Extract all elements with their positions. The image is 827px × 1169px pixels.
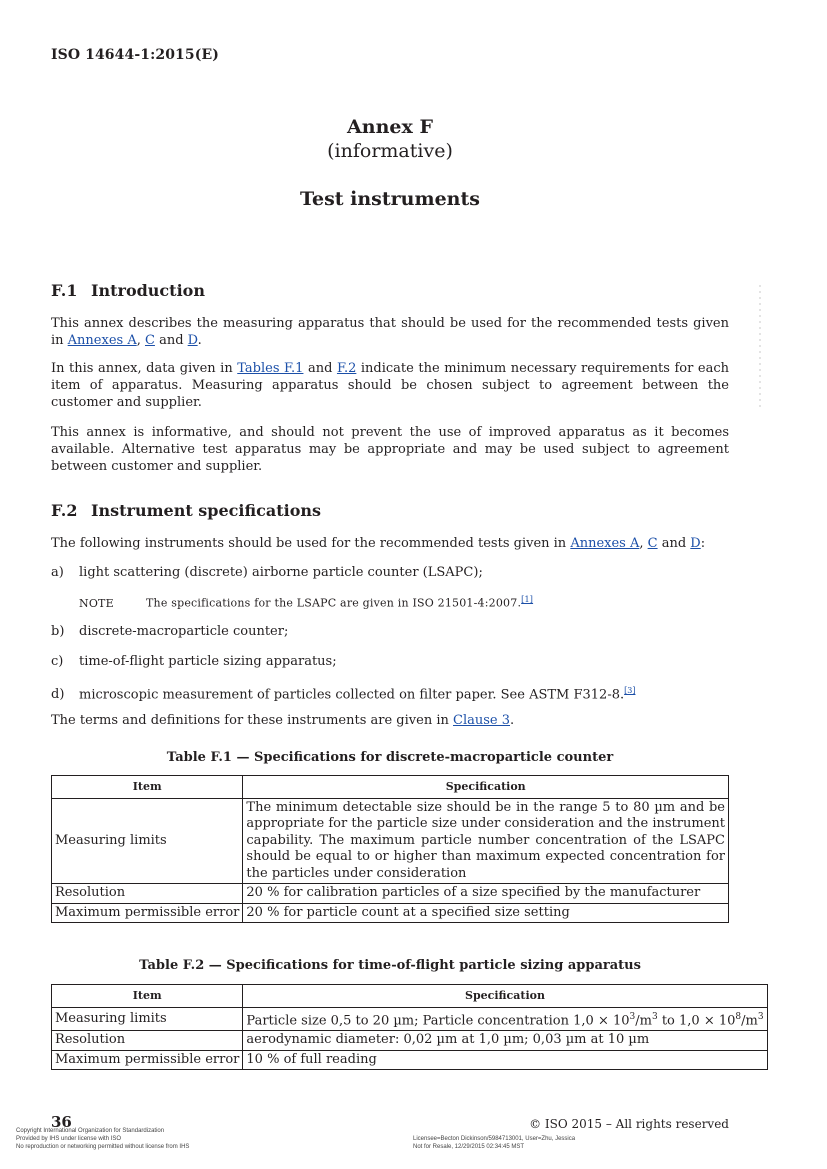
table-f1 xyxy=(51,775,729,923)
link-annex-d[interactable]: D xyxy=(690,536,701,551)
link-annex-d[interactable]: D xyxy=(187,333,198,348)
license-notice-left: Copyright International Organization for Standardization Provided by IHS under license with ISO No reproduction or networking permitted without license from IHS xyxy=(16,1128,190,1150)
specification-cell: 20 % for calibration particles of a size specified by the manufacturer xyxy=(243,884,729,904)
specification-cell: aerodynamic diameter: 0,02 µm at 1,0 µm; 0,03 µm at 10 µm xyxy=(243,1031,767,1051)
section-title: Instrument specifications xyxy=(91,501,321,520)
intro-paragraph-3: This annex is informative, and should not prevent the use of improved apparatus as it becomes available. Alternative test apparatus may be appropriate and may be used subject to agreement between customer and supplier. xyxy=(51,425,729,474)
annex-type: (informative) xyxy=(327,140,453,162)
list-item-b: b) discrete-macroparticle counter; xyxy=(51,624,289,639)
table-f2 xyxy=(51,984,768,1070)
specification-cell: 10 % of full reading xyxy=(243,1050,767,1070)
reference-link-1[interactable]: [1] xyxy=(521,595,534,604)
list-item-a: a) light scattering (discrete) airborne particle counter (LSAPC); xyxy=(51,565,483,580)
table-f1-caption: Table F.1 — Specifications for discrete-macroparticle counter xyxy=(166,750,614,765)
link-annex-c[interactable]: C xyxy=(144,333,155,348)
document-id: ISO 14644-1:2015(E) xyxy=(51,47,219,63)
item-cell: Maximum permissible error xyxy=(52,1050,243,1070)
table-row xyxy=(52,1031,768,1051)
section-heading-f1 xyxy=(51,281,205,300)
link-annexes-a[interactable]: Annexes A xyxy=(67,333,137,348)
intro-paragraph-1: This annex describes the measuring apparatus that should be used for the recommended tests given in Annexes A, C and D. xyxy=(51,316,729,348)
table-header-row xyxy=(52,985,768,1008)
table-f2-caption: Table F.2 — Specifications for time-of-flight particle sizing apparatus xyxy=(139,958,641,973)
item-cell: Resolution xyxy=(52,884,243,904)
table-row xyxy=(52,798,729,884)
link-table-f2[interactable]: F.2 xyxy=(336,361,357,376)
note: NOTE The specifications for the LSAPC are given in ISO 21501-4:2007.[1] xyxy=(79,595,534,610)
item-cell: Measuring limits xyxy=(52,798,243,884)
terms-paragraph: The terms and definitions for these instruments are given in Clause 3. xyxy=(51,713,515,728)
link-table-f1[interactable]: Tables F.1 xyxy=(237,361,304,376)
note-label: NOTE xyxy=(79,596,114,610)
section-title: Introduction xyxy=(91,281,205,300)
annex-title: Annex F xyxy=(347,116,433,138)
column-header-item: Item xyxy=(52,985,243,1008)
table-row xyxy=(52,903,729,923)
table-header-row xyxy=(52,776,729,799)
section-number: F.2 xyxy=(51,501,78,520)
page-number: 36 xyxy=(51,1113,72,1131)
item-cell: Resolution xyxy=(52,1031,243,1051)
vertical-watermark xyxy=(759,285,761,410)
instruments-intro: The following instruments should be used for the recommended tests given in Annexes A, C and D: xyxy=(51,536,706,551)
table-row xyxy=(52,1007,768,1031)
intro-paragraph-2: In this annex, data given in Tables F.1 and F.2 indicate the minimum necessary requirements for each item of apparatus. Measuring apparatus should be chosen subject to agreement between the customer and supplier. xyxy=(51,361,729,410)
section-heading-f2 xyxy=(51,501,321,520)
reference-link-3[interactable]: [3] xyxy=(624,686,636,695)
link-clause-3[interactable]: Clause 3 xyxy=(453,713,510,728)
section-number: F.1 xyxy=(51,281,78,300)
list-item-c: c) time-of-flight particle sizing apparatus; xyxy=(51,654,337,669)
annex-heading: Test instruments xyxy=(300,188,480,210)
copyright-notice: © ISO 2015 – All rights reserved xyxy=(529,1117,729,1131)
license-notice-right: Licensee=Becton Dickinson/5984713001, User=Zhu, Jessica Not for Resale, 12/29/2015 02:34:45 MST xyxy=(413,1136,576,1150)
column-header-item: Item xyxy=(52,776,243,799)
specification-cell: Particle size 0,5 to 20 µm; Particle concentration $1,0 \times 10^3/m^3$ to $1,0 \times 10^8/m^3$ xyxy=(243,1007,767,1031)
specification-cell: 20 % for particle count at a specified size setting xyxy=(243,903,729,923)
link-annex-c[interactable]: C xyxy=(647,536,658,551)
table-row xyxy=(52,884,729,904)
column-header-specification: Specification xyxy=(243,776,729,799)
table-row xyxy=(52,1050,768,1070)
specification-cell: The minimum detectable size should be in the range 5 to 80 µm and be appropriate for the particle size under consideration and the instrument capability. The maximum particle number concentration of the LSAPC should be equal to or higher than maximum expected concentration for the particles under consideration xyxy=(243,798,729,884)
item-cell: Maximum permissible error xyxy=(52,903,243,923)
list-item-d: d) microscopic measurement of particles collected on filter paper. See ASTM F312-8.[3] xyxy=(51,686,636,703)
item-cell: Measuring limits xyxy=(52,1007,243,1031)
column-header-specification: Specification xyxy=(243,985,767,1008)
link-annexes-a[interactable]: Annexes A xyxy=(570,536,640,551)
